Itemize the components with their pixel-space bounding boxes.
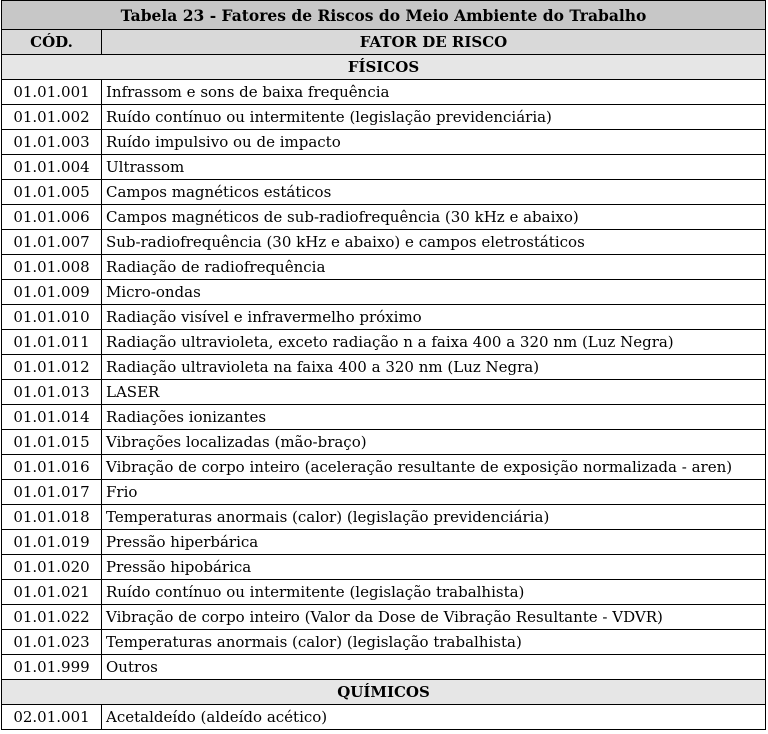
table-row xyxy=(2,630,766,655)
table-row xyxy=(2,455,766,480)
risk-code: 01.01.006 xyxy=(2,205,102,230)
risk-code: 01.01.004 xyxy=(2,155,102,180)
risk-description: Radiação de radiofrequência xyxy=(102,255,766,280)
table-row xyxy=(2,305,766,330)
risk-description: Ruído impulsivo ou de impacto xyxy=(102,130,766,155)
risk-code: 01.01.019 xyxy=(2,530,102,555)
category-row xyxy=(2,55,766,80)
risk-description: Pressão hiperbárica xyxy=(102,530,766,555)
risk-code: 01.01.999 xyxy=(2,655,102,680)
risk-description: Vibração de corpo inteiro (Valor da Dose de Vibração Resultante - VDVR) xyxy=(102,605,766,630)
table-title-row xyxy=(2,1,766,30)
table-row xyxy=(2,505,766,530)
risk-description: Acetaldeído (aldeído acético) xyxy=(102,705,766,730)
risk-code: 01.01.011 xyxy=(2,330,102,355)
risk-code: 01.01.017 xyxy=(2,480,102,505)
table-row xyxy=(2,530,766,555)
risk-code: 01.01.008 xyxy=(2,255,102,280)
table-row xyxy=(2,255,766,280)
table-row xyxy=(2,155,766,180)
table-row xyxy=(2,280,766,305)
table-row xyxy=(2,80,766,105)
table-row xyxy=(2,230,766,255)
risk-description: Outros xyxy=(102,655,766,680)
risk-description: Ruído contínuo ou intermitente (legislação trabalhista) xyxy=(102,580,766,605)
table-header-row xyxy=(2,30,766,55)
risk-code: 01.01.016 xyxy=(2,455,102,480)
table-row xyxy=(2,355,766,380)
risk-code: 01.01.003 xyxy=(2,130,102,155)
risk-code: 01.01.002 xyxy=(2,105,102,130)
table-row xyxy=(2,430,766,455)
table-row xyxy=(2,580,766,605)
risk-description: Ultrassom xyxy=(102,155,766,180)
risk-description: Radiação ultravioleta na faixa 400 a 320 nm (Luz Negra) xyxy=(102,355,766,380)
column-header-code: CÓD. xyxy=(2,30,102,55)
category-row xyxy=(2,680,766,705)
risk-description: Infrassom e sons de baixa frequência xyxy=(102,80,766,105)
risk-description: Temperaturas anormais (calor) (legislação previdenciária) xyxy=(102,505,766,530)
risk-description: Sub-radiofrequência (30 kHz e abaixo) e campos eletrostáticos xyxy=(102,230,766,255)
risk-description: LASER xyxy=(102,380,766,405)
table-row xyxy=(2,180,766,205)
table-row xyxy=(2,105,766,130)
risk-description: Vibrações localizadas (mão-braço) xyxy=(102,430,766,455)
risk-code: 01.01.007 xyxy=(2,230,102,255)
table-row xyxy=(2,330,766,355)
table-row xyxy=(2,380,766,405)
table-row xyxy=(2,655,766,680)
risk-code: 01.01.010 xyxy=(2,305,102,330)
risk-code: 01.01.023 xyxy=(2,630,102,655)
table-row xyxy=(2,605,766,630)
table-title: Tabela 23 - Fatores de Riscos do Meio Ambiente do Trabalho xyxy=(2,1,766,30)
table-row xyxy=(2,705,766,730)
risk-description: Campos magnéticos estáticos xyxy=(102,180,766,205)
risk-description: Campos magnéticos de sub-radiofrequência (30 kHz e abaixo) xyxy=(102,205,766,230)
table-row xyxy=(2,405,766,430)
category-label: QUÍMICOS xyxy=(2,680,766,705)
risk-code: 01.01.009 xyxy=(2,280,102,305)
column-header-factor: FATOR DE RISCO xyxy=(102,30,766,55)
table-body xyxy=(2,1,766,730)
risk-code: 01.01.012 xyxy=(2,355,102,380)
risk-code: 01.01.013 xyxy=(2,380,102,405)
risk-code: 01.01.001 xyxy=(2,80,102,105)
risk-description: Temperaturas anormais (calor) (legislação trabalhista) xyxy=(102,630,766,655)
risk-description: Radiações ionizantes xyxy=(102,405,766,430)
risk-code: 01.01.020 xyxy=(2,555,102,580)
risk-description: Frio xyxy=(102,480,766,505)
risk-description: Radiação visível e infravermelho próximo xyxy=(102,305,766,330)
table-row xyxy=(2,205,766,230)
risk-code: 02.01.001 xyxy=(2,705,102,730)
risk-description: Radiação ultravioleta, exceto radiação n a faixa 400 a 320 nm (Luz Negra) xyxy=(102,330,766,355)
risk-factors-table xyxy=(1,0,766,730)
risk-code: 01.01.022 xyxy=(2,605,102,630)
category-label: FÍSICOS xyxy=(2,55,766,80)
risk-description: Micro-ondas xyxy=(102,280,766,305)
table-row xyxy=(2,555,766,580)
risk-description: Pressão hipobárica xyxy=(102,555,766,580)
risk-description: Vibração de corpo inteiro (aceleração resultante de exposição normalizada - aren) xyxy=(102,455,766,480)
risk-code: 01.01.014 xyxy=(2,405,102,430)
risk-code: 01.01.021 xyxy=(2,580,102,605)
table-row xyxy=(2,480,766,505)
risk-code: 01.01.005 xyxy=(2,180,102,205)
table-row xyxy=(2,130,766,155)
risk-code: 01.01.018 xyxy=(2,505,102,530)
risk-description: Ruído contínuo ou intermitente (legislação previdenciária) xyxy=(102,105,766,130)
risk-code: 01.01.015 xyxy=(2,430,102,455)
